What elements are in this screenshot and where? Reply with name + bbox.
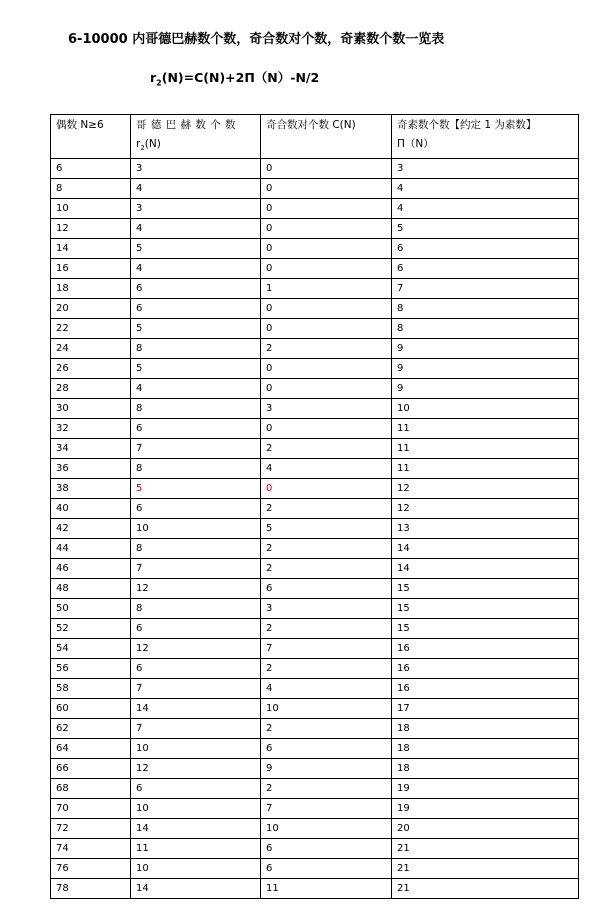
header-goldbach-count-line2: $r_2(N)$ (136, 138, 161, 153)
cell-odd-prime-count: 21 (392, 839, 579, 859)
cell-even-number: 46 (51, 559, 131, 579)
cell-odd-prime-count: 21 (392, 859, 579, 879)
cell-odd-composite-pairs: 0 (261, 199, 392, 219)
cell-odd-prime-count: 18 (392, 759, 579, 779)
cell-goldbach-count: 4 (131, 179, 261, 199)
cell-goldbach-count: 8 (131, 459, 261, 479)
table-row (51, 519, 579, 539)
table-row (51, 559, 579, 579)
cell-goldbach-count: 10 (131, 739, 261, 759)
cell-goldbach-count: 4 (131, 219, 261, 239)
cell-odd-composite-pairs: 10 (261, 819, 392, 839)
cell-odd-prime-count: 19 (392, 779, 579, 799)
cell-goldbach-count: 3 (131, 159, 261, 179)
cell-goldbach-count: 12 (131, 759, 261, 779)
cell-odd-prime-count: 12 (392, 499, 579, 519)
table-row (51, 659, 579, 679)
table-row (51, 679, 579, 699)
table-row (51, 799, 579, 819)
cell-odd-composite-pairs: 6 (261, 739, 392, 759)
table-row (51, 699, 579, 719)
header-odd-prime-count (392, 115, 579, 159)
cell-odd-prime-count: 5 (392, 219, 579, 239)
cell-odd-composite-pairs: 1 (261, 279, 392, 299)
header-odd-composite-pairs: 奇合数对个数 C(N) (261, 115, 392, 159)
cell-goldbach-count: 5 (131, 479, 261, 499)
cell-odd-prime-count: 11 (392, 439, 579, 459)
table-row (51, 179, 579, 199)
formula-rest: (N)=C(N)+2Π（N）-N/2 (161, 70, 320, 85)
goldbach-table (50, 114, 579, 899)
cell-goldbach-count: 4 (131, 379, 261, 399)
cell-odd-composite-pairs: 0 (261, 319, 392, 339)
cell-even-number: 62 (51, 719, 131, 739)
cell-goldbach-count: 6 (131, 779, 261, 799)
cell-odd-prime-count: 8 (392, 319, 579, 339)
cell-odd-prime-count: 18 (392, 719, 579, 739)
cell-even-number: 54 (51, 639, 131, 659)
cell-even-number: 12 (51, 219, 131, 239)
table-row (51, 159, 579, 179)
cell-even-number: 42 (51, 519, 131, 539)
table-row (51, 299, 579, 319)
cell-even-number: 72 (51, 819, 131, 839)
cell-even-number: 30 (51, 399, 131, 419)
table-row (51, 579, 579, 599)
table-row (51, 719, 579, 739)
cell-goldbach-count: 6 (131, 619, 261, 639)
cell-odd-composite-pairs: 4 (261, 459, 392, 479)
cell-odd-composite-pairs: 2 (261, 719, 392, 739)
table-row (51, 879, 579, 899)
cell-odd-prime-count: 9 (392, 359, 579, 379)
table-row (51, 379, 579, 399)
cell-goldbach-count: 3 (131, 199, 261, 219)
cell-odd-prime-count: 4 (392, 179, 579, 199)
table-row (51, 439, 579, 459)
table-row (51, 599, 579, 619)
table-row (51, 639, 579, 659)
cell-even-number: 58 (51, 679, 131, 699)
header-row (51, 115, 579, 159)
cell-odd-composite-pairs: 0 (261, 299, 392, 319)
cell-odd-composite-pairs: 2 (261, 339, 392, 359)
header-goldbach-count-line1: 哥 德 巴 赫 数 个 数 (136, 119, 237, 131)
cell-even-number: 66 (51, 759, 131, 779)
cell-goldbach-count: 6 (131, 299, 261, 319)
cell-even-number: 18 (51, 279, 131, 299)
cell-goldbach-count: 12 (131, 579, 261, 599)
cell-goldbach-count: 5 (131, 239, 261, 259)
cell-odd-composite-pairs: 5 (261, 519, 392, 539)
cell-odd-prime-count: 21 (392, 879, 579, 899)
cell-even-number: 52 (51, 619, 131, 639)
cell-odd-prime-count: 7 (392, 279, 579, 299)
cell-even-number: 8 (51, 179, 131, 199)
cell-goldbach-count: 7 (131, 439, 261, 459)
cell-odd-composite-pairs: 6 (261, 859, 392, 879)
cell-odd-prime-count: 3 (392, 159, 579, 179)
cell-even-number: 34 (51, 439, 131, 459)
cell-odd-composite-pairs: 2 (261, 619, 392, 639)
formula-prefix: r (150, 70, 157, 85)
cell-even-number: 10 (51, 199, 131, 219)
cell-even-number: 68 (51, 779, 131, 799)
table-row (51, 539, 579, 559)
cell-odd-prime-count: 14 (392, 539, 579, 559)
table-row (51, 199, 579, 219)
cell-goldbach-count: 6 (131, 279, 261, 299)
cell-even-number: 24 (51, 339, 131, 359)
cell-odd-prime-count: 16 (392, 639, 579, 659)
cell-goldbach-count: 14 (131, 699, 261, 719)
cell-odd-composite-pairs: 6 (261, 839, 392, 859)
cell-goldbach-count: 11 (131, 839, 261, 859)
table-row (51, 619, 579, 639)
table-row (51, 419, 579, 439)
cell-odd-prime-count: 11 (392, 419, 579, 439)
table-row (51, 819, 579, 839)
cell-even-number: 74 (51, 839, 131, 859)
table-row (51, 339, 579, 359)
cell-goldbach-count: 4 (131, 259, 261, 279)
header-even-number: 偶数 N≥6 (51, 115, 131, 159)
table-row (51, 319, 579, 339)
cell-odd-prime-count: 8 (392, 299, 579, 319)
cell-odd-composite-pairs: 11 (261, 879, 392, 899)
cell-even-number: 50 (51, 599, 131, 619)
cell-goldbach-count: 8 (131, 399, 261, 419)
cell-odd-composite-pairs: 2 (261, 539, 392, 559)
cell-odd-prime-count: 4 (392, 199, 579, 219)
cell-goldbach-count: 8 (131, 539, 261, 559)
cell-odd-composite-pairs: 0 (261, 359, 392, 379)
cell-odd-prime-count: 16 (392, 679, 579, 699)
cell-odd-prime-count: 16 (392, 659, 579, 679)
table-row (51, 739, 579, 759)
cell-odd-prime-count: 14 (392, 559, 579, 579)
cell-goldbach-count: 7 (131, 719, 261, 739)
cell-odd-composite-pairs: 2 (261, 659, 392, 679)
table-row (51, 279, 579, 299)
cell-odd-composite-pairs: 2 (261, 439, 392, 459)
cell-even-number: 20 (51, 299, 131, 319)
table-body (51, 159, 579, 899)
cell-goldbach-count: 5 (131, 359, 261, 379)
cell-even-number: 16 (51, 259, 131, 279)
cell-even-number: 40 (51, 499, 131, 519)
cell-goldbach-count: 14 (131, 819, 261, 839)
cell-even-number: 36 (51, 459, 131, 479)
table-row (51, 839, 579, 859)
cell-odd-prime-count: 19 (392, 799, 579, 819)
cell-odd-prime-count: 13 (392, 519, 579, 539)
cell-odd-composite-pairs: 4 (261, 679, 392, 699)
cell-goldbach-count: 10 (131, 519, 261, 539)
cell-even-number: 28 (51, 379, 131, 399)
cell-odd-composite-pairs: 0 (261, 159, 392, 179)
cell-odd-prime-count: 17 (392, 699, 579, 719)
page-title: 6-10000 内哥德巴赫数个数，奇合数对个数，奇素数个数一览表 (68, 32, 445, 47)
formula-subscript: 2 (156, 78, 162, 88)
cell-odd-composite-pairs: 0 (261, 379, 392, 399)
cell-odd-prime-count: 10 (392, 399, 579, 419)
cell-odd-prime-count: 15 (392, 579, 579, 599)
cell-goldbach-count: 10 (131, 859, 261, 879)
cell-even-number: 56 (51, 659, 131, 679)
cell-odd-prime-count: 11 (392, 459, 579, 479)
cell-odd-composite-pairs: 10 (261, 699, 392, 719)
cell-even-number: 32 (51, 419, 131, 439)
cell-odd-prime-count: 18 (392, 739, 579, 759)
cell-odd-prime-count: 15 (392, 599, 579, 619)
cell-even-number: 60 (51, 699, 131, 719)
cell-goldbach-count: 6 (131, 659, 261, 679)
header-goldbach-count (131, 115, 261, 159)
cell-even-number: 48 (51, 579, 131, 599)
cell-goldbach-count: 12 (131, 639, 261, 659)
cell-goldbach-count: 8 (131, 339, 261, 359)
header-odd-prime-count-line2: Π（N） (397, 138, 434, 150)
cell-odd-prime-count: 9 (392, 339, 579, 359)
cell-odd-composite-pairs: 2 (261, 499, 392, 519)
cell-odd-composite-pairs: 0 (261, 479, 392, 499)
cell-goldbach-count: 8 (131, 599, 261, 619)
table-row (51, 859, 579, 879)
table-row (51, 259, 579, 279)
cell-odd-composite-pairs: 0 (261, 419, 392, 439)
cell-even-number: 76 (51, 859, 131, 879)
formula (150, 68, 319, 88)
cell-goldbach-count: 14 (131, 879, 261, 899)
cell-odd-composite-pairs: 7 (261, 639, 392, 659)
cell-odd-prime-count: 12 (392, 479, 579, 499)
table-row (51, 779, 579, 799)
cell-odd-prime-count: 20 (392, 819, 579, 839)
header-odd-prime-count-line1: 奇素数个数【约定 1 为素数】 (397, 119, 537, 131)
table-row (51, 219, 579, 239)
cell-even-number: 14 (51, 239, 131, 259)
cell-odd-prime-count: 6 (392, 239, 579, 259)
cell-odd-composite-pairs: 3 (261, 599, 392, 619)
cell-odd-prime-count: 6 (392, 259, 579, 279)
cell-odd-composite-pairs: 2 (261, 559, 392, 579)
cell-odd-composite-pairs: 0 (261, 179, 392, 199)
cell-odd-composite-pairs: 3 (261, 399, 392, 419)
cell-goldbach-count: 6 (131, 419, 261, 439)
table-row (51, 759, 579, 779)
cell-odd-prime-count: 15 (392, 619, 579, 639)
table-row (51, 479, 579, 499)
cell-even-number: 22 (51, 319, 131, 339)
cell-goldbach-count: 10 (131, 799, 261, 819)
table-row (51, 459, 579, 479)
cell-even-number: 64 (51, 739, 131, 759)
cell-odd-composite-pairs: 9 (261, 759, 392, 779)
cell-odd-composite-pairs: 2 (261, 779, 392, 799)
cell-odd-composite-pairs: 0 (261, 259, 392, 279)
cell-goldbach-count: 5 (131, 319, 261, 339)
cell-even-number: 6 (51, 159, 131, 179)
cell-even-number: 70 (51, 799, 131, 819)
table-row (51, 499, 579, 519)
cell-odd-composite-pairs: 6 (261, 579, 392, 599)
cell-even-number: 44 (51, 539, 131, 559)
cell-even-number: 26 (51, 359, 131, 379)
cell-even-number: 38 (51, 479, 131, 499)
cell-odd-composite-pairs: 7 (261, 799, 392, 819)
cell-odd-prime-count: 9 (392, 379, 579, 399)
cell-goldbach-count: 7 (131, 679, 261, 699)
cell-odd-composite-pairs: 0 (261, 239, 392, 259)
table-row (51, 399, 579, 419)
cell-goldbach-count: 6 (131, 499, 261, 519)
cell-goldbach-count: 7 (131, 559, 261, 579)
table-row (51, 359, 579, 379)
table-row (51, 239, 579, 259)
cell-even-number: 78 (51, 879, 131, 899)
cell-odd-composite-pairs: 0 (261, 219, 392, 239)
